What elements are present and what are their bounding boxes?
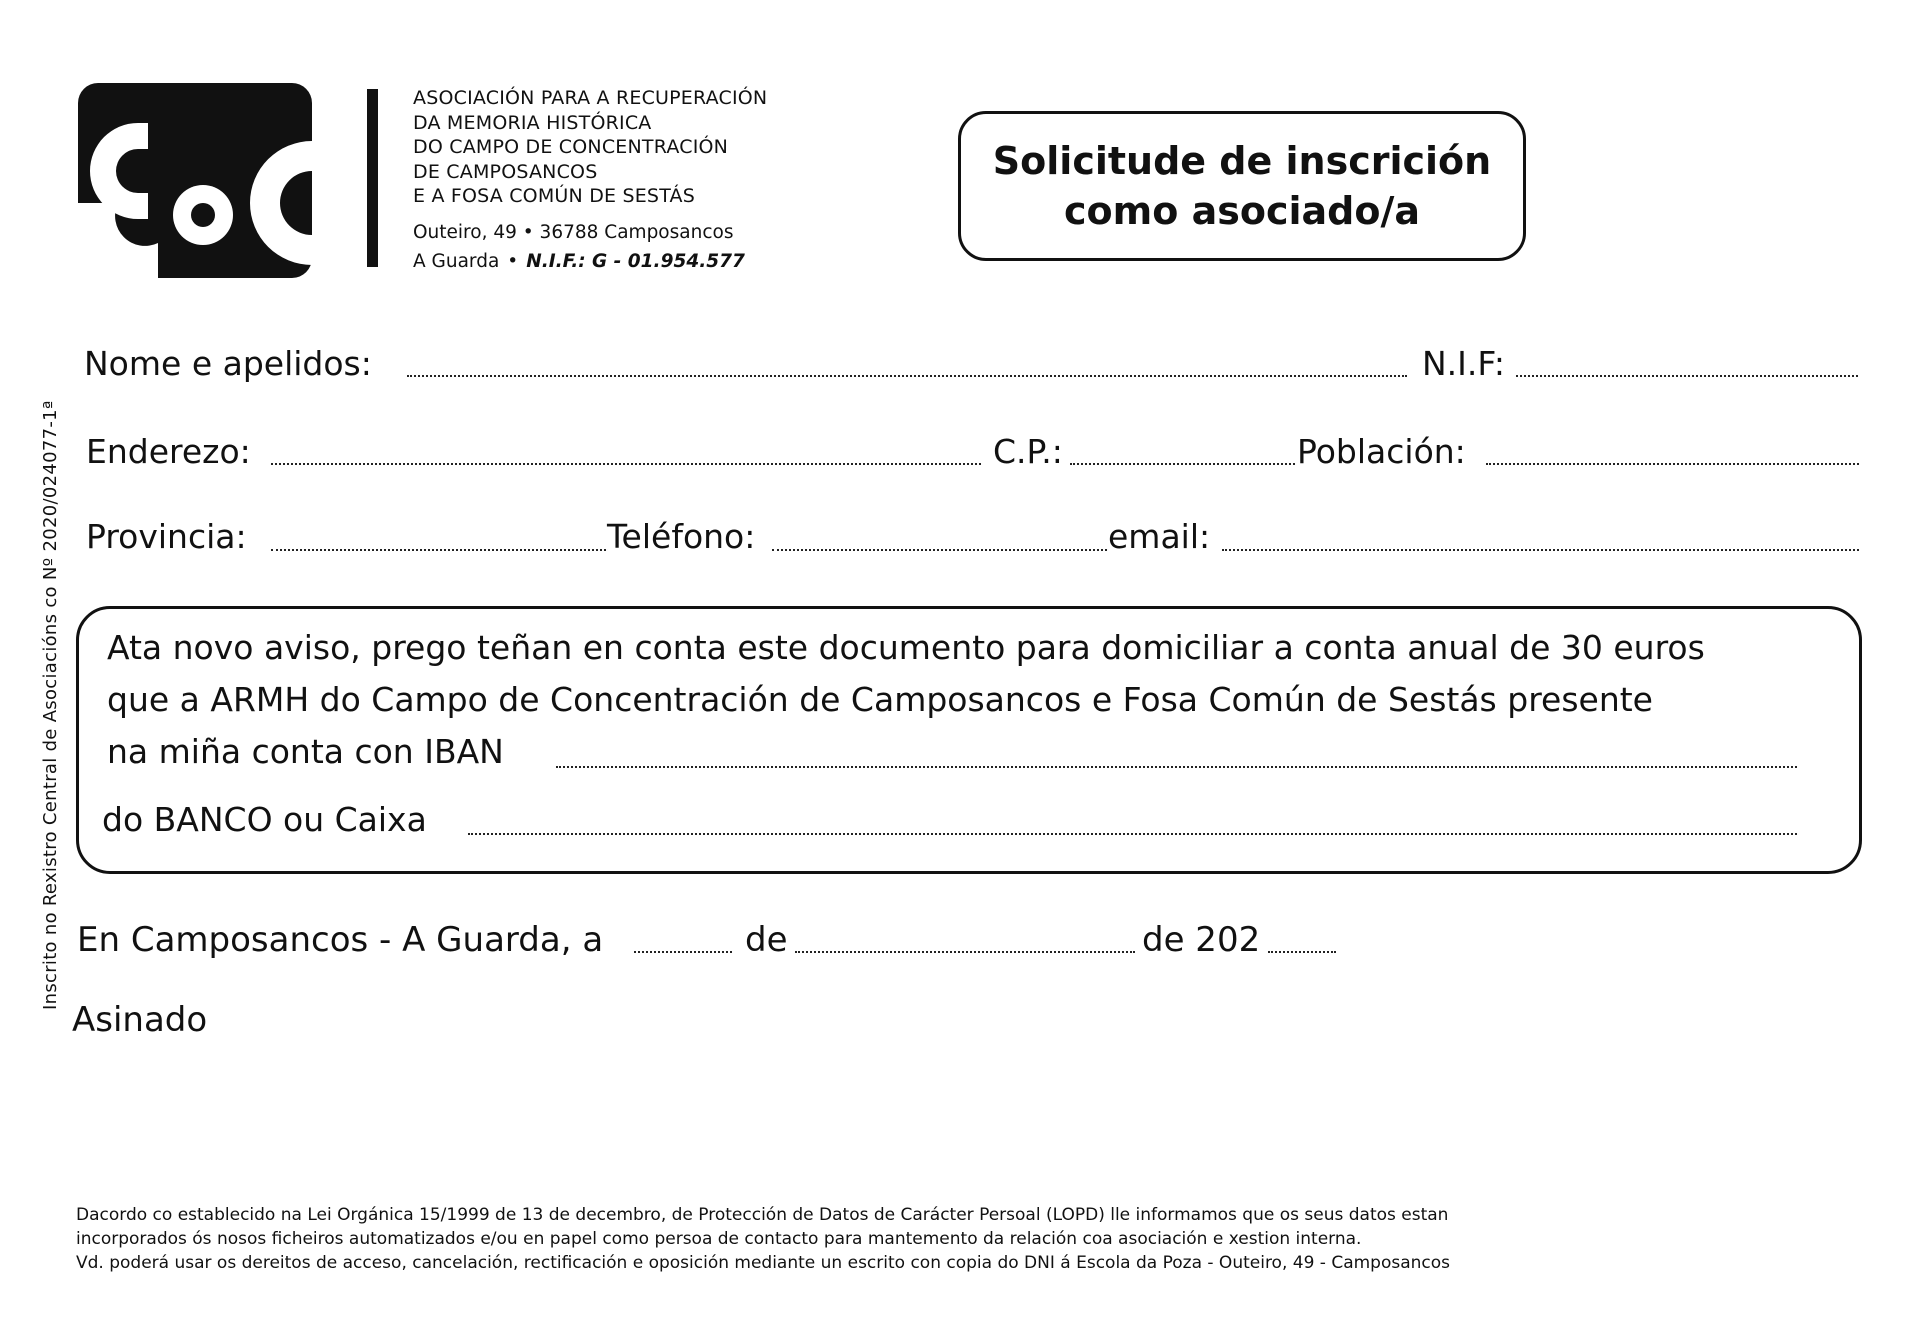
authorization-text-line2: que a ARMH do Campo de Concentración de Camposancos e Fosa Común de Sestás presente — [107, 680, 1653, 719]
input-nome[interactable] — [407, 375, 1407, 377]
signature-label: Asinado — [72, 1000, 208, 1040]
bullet-icon: • — [507, 250, 519, 272]
org-address-2 — [413, 247, 767, 276]
org-line: E A FOSA COMÚN DE SESTÁS — [413, 185, 695, 207]
header-divider — [367, 89, 378, 267]
label-date-de: de — [745, 920, 788, 960]
form-title-line2: como asociado/a — [1064, 189, 1420, 233]
org-address: Outeiro, 49 • 36788 Camposancos — [413, 221, 734, 243]
label-iban: na miña conta con IBAN — [107, 732, 504, 771]
input-month[interactable] — [795, 951, 1135, 953]
label-cp: C.P.: — [993, 432, 1063, 471]
label-date-place: En Camposancos - A Guarda, a — [77, 920, 604, 960]
input-banco[interactable] — [468, 833, 1797, 835]
label-provincia: Provincia: — [86, 517, 247, 556]
input-cp[interactable] — [1070, 463, 1295, 465]
input-enderezo[interactable] — [271, 463, 981, 465]
input-email[interactable] — [1222, 549, 1859, 551]
input-year[interactable] — [1268, 951, 1336, 953]
input-nif[interactable] — [1516, 375, 1858, 377]
label-banco: do BANCO ou Caixa — [102, 800, 427, 839]
org-line: ASOCIACIÓN PARA A RECUPERACIÓN — [413, 87, 768, 109]
legal-line1: Dacordo co establecido na Lei Orgánica 15/1999 de 13 de decembro, de Protección de Datos de Carácter Persoal (LOPD) lle informamos que os seus datos estan — [76, 1205, 1449, 1225]
org-line: DA MEMORIA HISTÓRICA — [413, 111, 652, 134]
authorization-text-line1: Ata novo aviso, prego teñan en conta este documento para domiciliar a conta anual de 30 euros — [107, 628, 1705, 667]
input-telefono[interactable] — [772, 549, 1107, 551]
legal-notice — [76, 1203, 1450, 1275]
org-nif: N.I.F.: G - 01.954.577 — [526, 250, 745, 272]
label-nome: Nome e apelidos: — [84, 344, 372, 383]
form-title-box — [958, 111, 1526, 261]
registry-side-note: Inscrito no Rexistro Central de Asociacións co Nº 2020/024077-1ª — [40, 400, 61, 1010]
input-provincia[interactable] — [271, 549, 606, 551]
label-enderezo: Enderezo: — [86, 432, 251, 471]
label-poblacion: Población: — [1297, 432, 1466, 471]
label-date-year: de 202 — [1142, 920, 1261, 960]
label-nif: N.I.F: — [1422, 344, 1505, 383]
org-city: A Guarda — [413, 250, 500, 272]
legal-line2: incorporados ós nosos ficheiros automatizados e/ou en papel como persoa de contacto para mantemento da relación coa asociación e xestion interna. — [76, 1229, 1362, 1249]
input-poblacion[interactable] — [1486, 463, 1859, 465]
input-day[interactable] — [634, 951, 732, 953]
coa-logo-icon — [78, 83, 312, 278]
organization-block — [413, 86, 767, 276]
org-line: DE CAMPOSANCOS — [413, 160, 598, 183]
input-iban[interactable] — [556, 766, 1797, 768]
form-title-line1: Solicitude de inscrición — [992, 139, 1492, 183]
legal-line3: Vd. poderá usar os dereitos de acceso, cancelación, rectificación e oposición mediante un escrito con copia do DNI á Escola da Poza - Outeiro, 49 - Camposancos — [76, 1253, 1451, 1273]
label-telefono: Teléfono: — [607, 517, 756, 556]
label-email: email: — [1108, 517, 1211, 556]
org-line: DO CAMPO DE CONCENTRACIÓN — [413, 136, 729, 158]
